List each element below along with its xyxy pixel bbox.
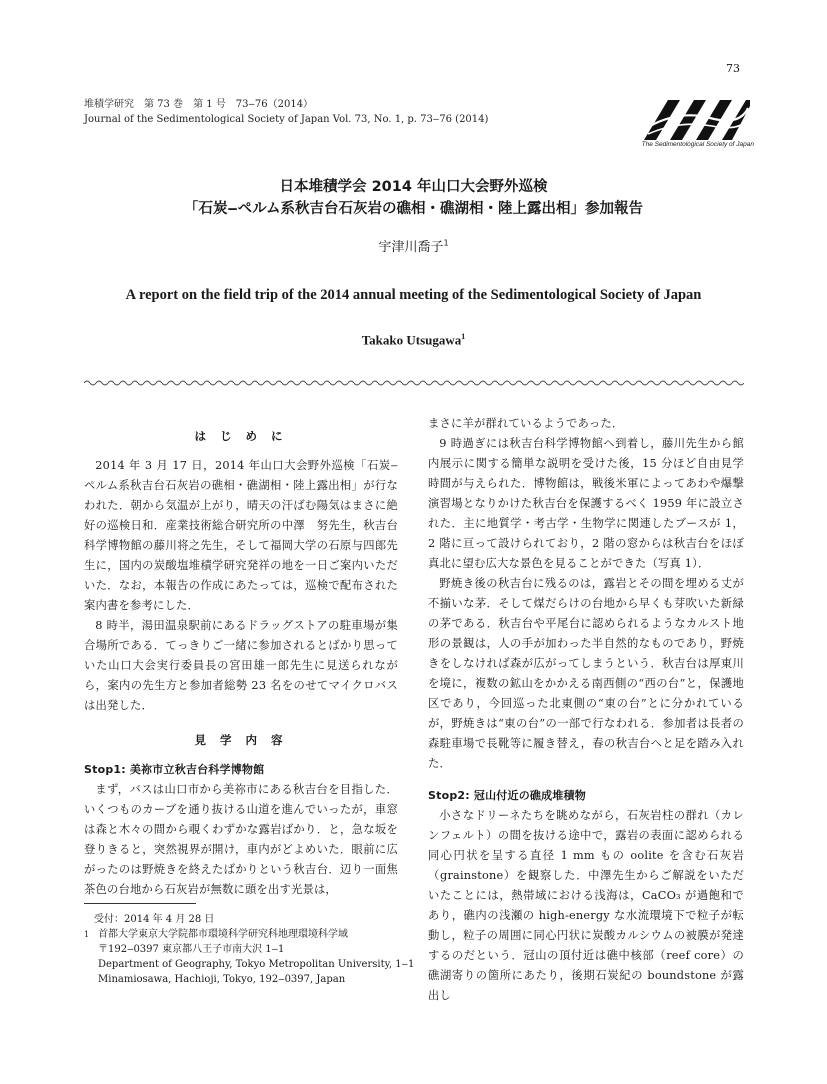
author-ja-affiliation-mark: 1: [443, 238, 449, 248]
logo-caption: The Sedimentological Society of Japan: [641, 141, 754, 148]
intro-paragraph-1: 2014 年 3 月 17 日，2014 年山口大会野外巡検「石炭‒ペルム系秋吉台石灰岩の礁相・礁湖相・陸上露出相」が行なわれた．朝から気温が上がり，晴天の汗ばむ陽気はまさに絶好の巡検日和．産業技術総合研究所の中澤 努先生，秋吉台科学博物館の藤川将之先生，そして福岡大学の石原与四郎先生に，国内の炭酸塩堆積学研究発祥の地を一日ご案内いただいた．なお，本報告の作成にあたっては，巡検で配布された案内書を参考にした．: [84, 459, 398, 612]
stop1-paragraph: まず，バスは山口市から美祢市にある秋吉台を目指した．いくつものカーブを通り抜ける山道を進んでいったが，車窓は森と木々の間から覗くわずかな露岩ばかり．と，急な坂を登りきると，突然視界が開け，車内がどよめいた．眼前に広がったのは野焼きを終えたばかりという秋吉台．辺り一面焦茶色の台地から石灰岩が無数に頭を出す光景は，: [84, 783, 398, 896]
section-heading-intro: は じ め に: [194, 429, 288, 443]
journal-citation: [84, 97, 488, 127]
author-en-name: Takako Utsugawa: [361, 332, 462, 348]
article-title-en: A report on the field trip of the 2014 annual meeting of the Sedimentological Society of Japan: [125, 287, 702, 303]
right-column: [428, 414, 744, 1006]
author-en: [60, 332, 767, 348]
journal-citation-en: Journal of the Sedimentological Society of Japan Vol. 73, No. 1, p. 73‒76 (2014): [84, 114, 489, 125]
page-number: 73: [726, 62, 740, 75]
article-title-ja: [60, 176, 767, 220]
affiliation-en-line1: Department of Geography, Tokyo Metropolitan University, 1‒1: [98, 959, 415, 970]
footnote-rule: [84, 903, 196, 904]
received-date: 受付：2014 年 4 月 28 日: [94, 914, 215, 925]
stop1-paragraph-2: 9 時過ぎには秋吉台科学博物館へ到着し，藤川先生から館内展示に関する簡単な説明を受けた後，15 分ほど自由見学時間が与えられた．博物館は，戦後米軍によってあわや爆撃演習場となりかけた秋吉台を保護するべく 1959 年に設立された．主に地質学・考古学・生物学に関連したブースが 1，2 階に亘って設けられており，2 階の窓からは秋吉台をほぼ真北に望む広大な景色を見ることができた（写真 1）．: [428, 437, 744, 570]
continued-paragraph: まさに羊が群れているようであった．: [428, 417, 624, 430]
author-ja: [60, 236, 767, 255]
intro-paragraph-2: 8 時半，湯田温泉駅前にあるドラッグストアの駐車場が集合場所である．てっきりご一緒に参加されるとばかり思っていた山口大会実行委員長の宮田雄一郎先生に見送られながら，案内の先生方と参加者総勢 23 名をのせてマイクロバスは出発した．: [84, 619, 398, 712]
journal-citation-ja: 堆積学研究 第 73 巻 第 1 号 73‒76（2014）: [84, 99, 314, 110]
article-title-ja-line2: 「石炭‒ペルム系秋吉台石灰岩の礁相・礁湖相・陸上露出相」参加報告: [183, 201, 643, 217]
affiliation-en-line2: Minamiosawa, Hachioji, Tokyo, 192‒0397, Japan: [98, 974, 346, 985]
stop1-paragraph-3: 野焼き後の秋吉台に残るのは，露岩とその間を埋める丈が不揃いな茅．そして煤だらけの台地から早くも芽吹いた新緑の茅である．秋吉台や平尾台に認められるようなカルスト地形の景観は，人の手が加わった半自然的なものであり，野焼きをしなければ森が広がってしまうという．秋吉台は厚東川を境に，複数の鉱山をかかえる南西側の“西の台”と，保護地区であり，今回巡った北東側の“東の台”とに分かれているが，野焼きは“東の台”の一部で行なわれる．参加者は長者の森駐車場で長靴等に履き替え，春の秋吉台へと足を踏み入れた．: [428, 577, 744, 770]
affiliation-ja-line1: 首都大学東京大学院都市環境科学研究科地理環境科学域: [98, 929, 348, 940]
section-heading-contents: 見 学 内 容: [194, 733, 288, 747]
author-en-affiliation-mark: 1: [461, 332, 466, 341]
stop2-heading: Stop2: 冠山付近の礁成堆積物: [428, 789, 586, 802]
affiliation-ja-line2: 〒192‒0397 東京都八王子市南大沢 1‒1: [98, 944, 285, 955]
footnote: [84, 912, 415, 987]
left-column: [84, 426, 398, 900]
author-ja-name: 宇津川喬子: [378, 240, 444, 255]
footnote-mark: 1: [84, 930, 90, 939]
stop1-heading: Stop1: 美祢市立秋吉台科学博物館: [84, 763, 265, 776]
wavy-divider: [84, 378, 744, 388]
article-title-ja-line1: 日本堆積学会 2014 年山口大会野外巡検: [279, 179, 548, 195]
stop2-paragraph: 小さなドリーネたちを眺めながら，石灰岩柱の群れ（カレンフェルト）の間を抜ける途中で，露岩の表面に認められる同心円状を呈する直径 1 mm もの oolite を含む石灰岩（grainstone）を観察した．中澤先生からご解説をいただいたことには，熱帯域における浅海は，CaCO₃ が過飽和であり，礁内の浅瀬の high-energy な水流環境下で粒子が転動し，粒子の周囲に同心円状に炭酸カルシウムの被膜が発達するのだという．冠山の頂付近は礁中核部（reef core）の礁湖寄りの箇所にあたり，後期石炭紀の boundstone が露出し: [428, 809, 744, 1002]
